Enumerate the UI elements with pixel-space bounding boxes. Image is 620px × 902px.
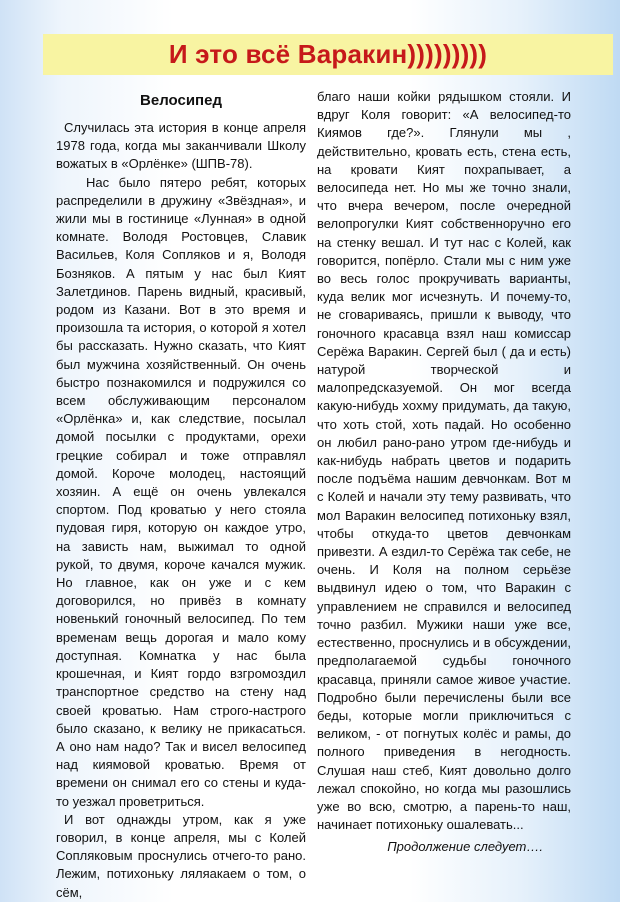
title-banner [43, 34, 613, 75]
article-paragraph: Случилась эта история в конце апреля 1978 года, когда мы заканчивали Школу вожатых в «Орлёнке» (ШПВ-78). [56, 120, 306, 172]
article-heading: Велосипед [140, 92, 222, 109]
article-column-left [56, 88, 306, 902]
page-title: И это всё Варакин))))))))) [168, 39, 488, 69]
article-paragraph: И вот однажды утром, как я уже говорил, в конце апреля, мы с Колей Сопляковым проснулись отчего-то рано. Лежим, потихоньку ляляакаем о том, о сём, [56, 811, 306, 900]
article-paragraph: Нас было пятеро ребят, которых распределили в дружину «Звёздная», и жили мы в гостинице «Лунная» в одной комнате. Володя Ростовцев, Славик Васильев, Коля Сопляков и я, Володя Бозняков. А пятым у нас был Кият Залетдинов. Парень видный, красивый, родом из Казани. Вот в это время и произошла та история, о которой я хотел бы рассказать. Нужно сказать, что Кият был мужчина хозяйственный. Он очень быстро познакомился и подружился со всем обслуживающим персоналом «Орлёнка» и, как следствие, посылал домой посылки с продуктами, орехи грецкие собирал и тоже отправлял домой. Короче молодец, настоящий хозяин. А ещё он очень увлекался спортом. Под кроватью у него стояла пудовая гиря, которую он каждое утро, на зависть нам, выжимал то одной рукой, то двумя, короче качался мужик. Но главное, как он уже и с кем договорился, но привёз в комнату новенький гоночный велосипед. По тем временам вещь дорогая и мало кому доступная. Комнатка у нас была крошечная, и Кият гордо взгромоздил транспортное средство на стену над своей кроватью. Нам строго-настрого было сказано, к велику не прикасаться. А оно нам надо? Так и висел велосипед над киямовой кроватью. Время от времени он снимал его со стены и куда-то уезжал проветриться. [56, 174, 306, 809]
continuation-note: Продолжение следует…. [387, 839, 543, 855]
article-column-right [317, 88, 571, 857]
article-paragraph: благо наши койки рядышком стояли. И вдруг Коля говорит: «А велосипед-то Киямов где?». Глянули мы , действительно, кровать есть, стена есть, на кровати Кият похрапывает, а велосипеда нет. Но мы же точно знали, что вчера вечером, после очередной велопрогулки Кият собственноручно его на стенку вешал. И тут нас с Колей, как говорится, попёрло. Стали мы с ним уже во весь голос прокручивать варианты, куда велик мог исчезнуть. И почему-то, не сговариваясь, пришли к выводу, что гоночного красавца взял наш комиссар Серёжа Варакин. Сергей был ( да и есть) натурой творческой и малопредсказуемой. Он мог всегда какую-нибудь хохму придумать, да такую, что хоть стой, хоть падай. Но особенно он любил рано-рано утром где-нибудь и как-нибудь набрать цветов и подарить после подъёма нашим девчонкам. Вот м с Колей и начали эту тему развивать, что мол Варакин велосипед потихоньку взял, чтобы откуда-то цветов девчонкам привезти. А ездил-то Серёжа так себе, не очень. И Коля на полном серьёзе выдвинул идею о том, что Варакин с управлением не справился и велосипед точно разбил. Мужики наши уже все, естественно, проснулись и в обсуждении, предполагаемой судьбы гоночного красавца, приняли самое живое участие. Подробно были перечислены были все беды, которые могли приключиться с великом, - от погнутых колёс и рамы, до полного приведения в негодность. Слушая наш стеб, Кият довольно долго лежал спокойно, но когда мы разошлись уже во всю, смотрю, а парень-то наш, начинает потихоньку ошалевать... [317, 89, 571, 833]
